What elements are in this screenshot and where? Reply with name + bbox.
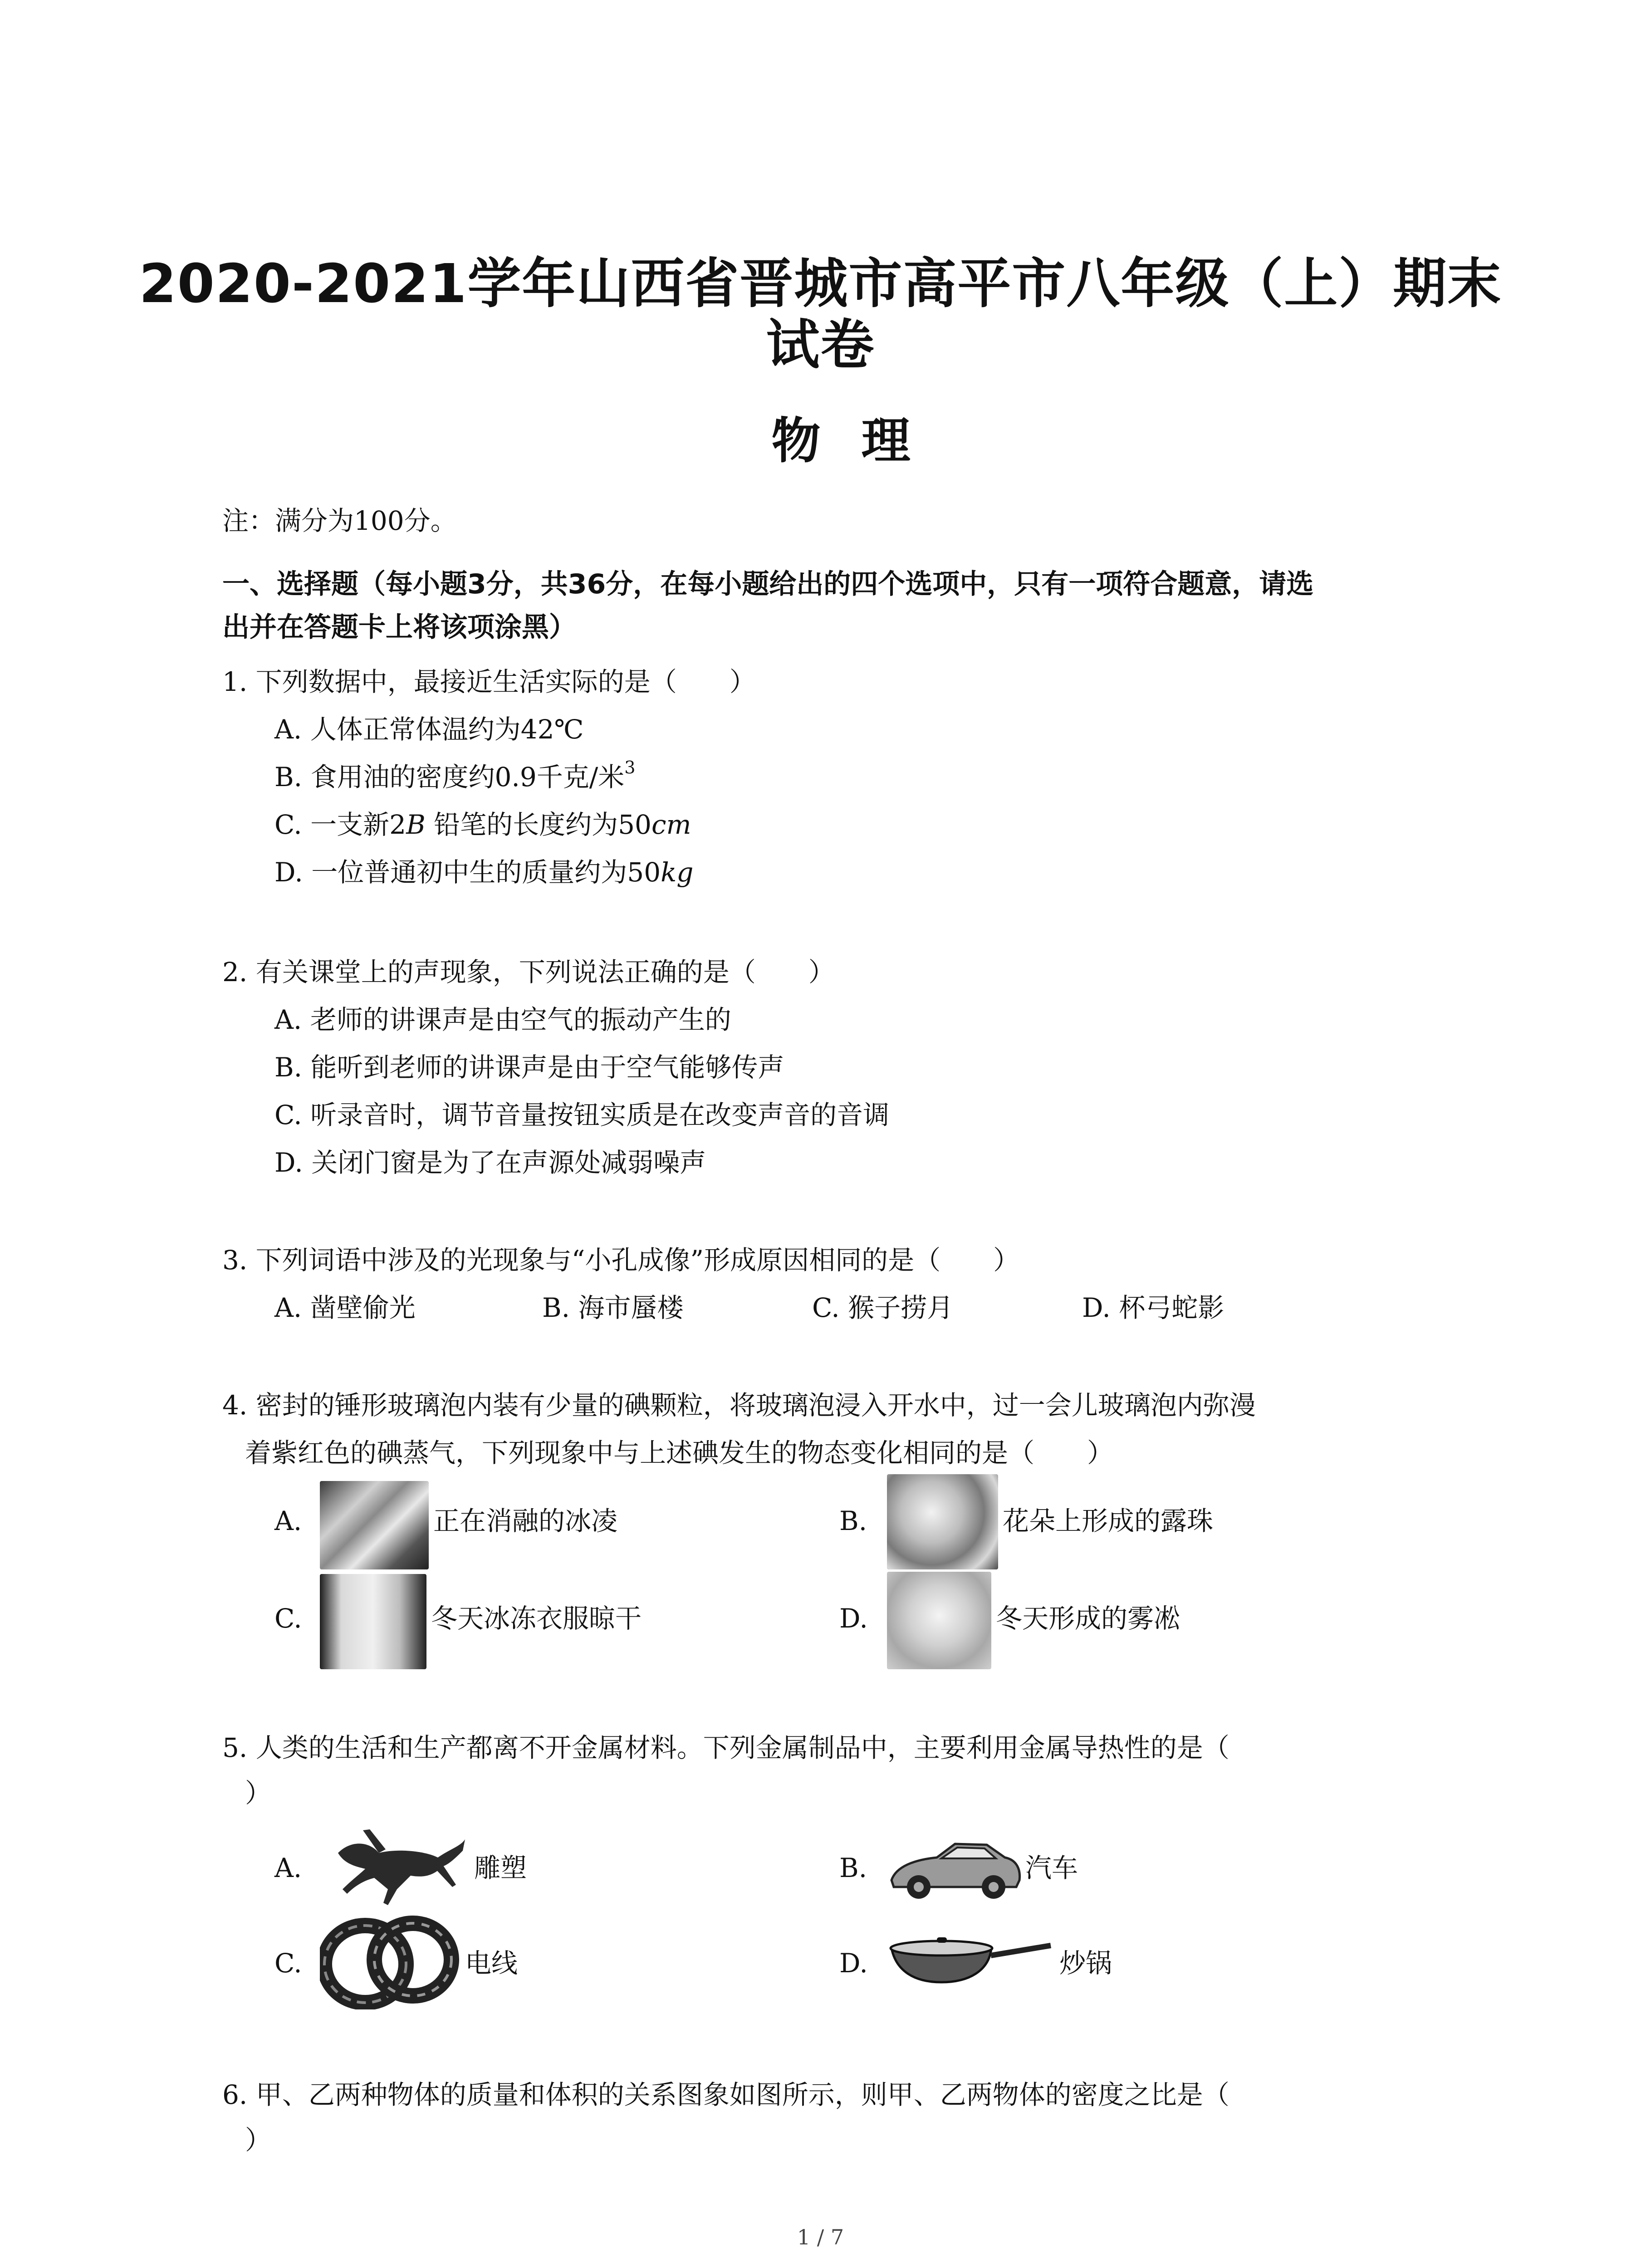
q2-option-c: C. 听录音时，调节音量按钮实质是在改变声音的音调: [274, 1100, 890, 1130]
q5-option-c-label: C.: [274, 1948, 302, 1979]
q4-option-c-label: C.: [274, 1603, 302, 1634]
q1-option-d-italic: kg: [661, 857, 694, 888]
section1-instruction-line2: 出并在答题卡上将该项涂黑）: [222, 611, 576, 643]
q5-option-b-label: B.: [839, 1853, 867, 1883]
q5-stem-line1: 5. 人类的生活和生产都离不开金属材料。下列金属制品中，主要利用金属导热性的是（: [222, 1732, 1230, 1763]
q1-option-c-pre: C. 一支新2: [274, 809, 407, 840]
q1-stem: 1. 下列数据中，最接近生活实际的是（ ）: [222, 666, 756, 697]
q3-option-c: C. 猴子捞月: [812, 1292, 954, 1323]
q4-option-a-label: A.: [274, 1505, 302, 1536]
wire-coil-image: [320, 1914, 460, 2009]
subject-heading: 物理: [771, 413, 951, 469]
q4-option-d-label: D.: [839, 1603, 868, 1634]
frozen-clothes-image: [320, 1574, 426, 1669]
page-number: 1 / 7: [797, 2225, 844, 2249]
q5-option-c-text: 电线: [465, 1948, 518, 1979]
score-note: 注：满分为100分。: [222, 505, 457, 536]
q5-option-b-text: 汽车: [1025, 1853, 1078, 1883]
horse-sculpture-image: [320, 1821, 470, 1907]
q1-option-c-italic2: cm: [651, 809, 691, 840]
q5-option-a-text: 雕塑: [474, 1853, 527, 1883]
q1-option-b: [274, 760, 635, 797]
q5-option-d-text: 炒锅: [1059, 1948, 1112, 1979]
exam-title-line1: 2020-2021学年山西省晋城市高平市八年级（上）期末: [139, 252, 1502, 315]
melting-icicle-image: [320, 1481, 429, 1569]
q3-option-a: A. 凿壁偷光: [274, 1292, 416, 1323]
q1-option-a: A. 人体正常体温约为42℃: [274, 714, 584, 745]
q3-stem: 3. 下列词语中涉及的光现象与“小孔成像”形成原因相同的是（ ）: [222, 1245, 1020, 1276]
q1-option-b-superscript: 3: [624, 758, 636, 777]
q1-option-c-italic1: B: [406, 809, 426, 840]
q4-option-d-text: 冬天形成的雾凇: [996, 1603, 1181, 1634]
section1-instruction-line1: 一、选择题（每小题3分，共36分，在每小题给出的四个选项中，只有一项符合题意，请选: [222, 568, 1314, 600]
q4-stem-line1: 4. 密封的锤形玻璃泡内装有少量的碘颗粒，将玻璃泡浸入开水中，过一会儿玻璃泡内弥漫: [222, 1390, 1256, 1421]
q2-option-d: D. 关闭门窗是为了在声源处减弱噪声: [274, 1147, 706, 1178]
dew-on-flower-image: [887, 1474, 998, 1569]
q1-option-d: [274, 855, 693, 890]
q5-stem-line2: ）: [245, 1778, 272, 1809]
q2-stem: 2. 有关课堂上的声现象，下列说法正确的是（ ）: [222, 957, 835, 987]
q5-option-a-label: A.: [274, 1853, 302, 1883]
q3-option-d: D. 杯弓蛇影: [1082, 1292, 1225, 1323]
rime-frost-image: [887, 1572, 991, 1669]
q4-option-b-label: B.: [839, 1505, 867, 1536]
q2-option-b: B. 能听到老师的讲课声是由于空气能够传声: [274, 1052, 784, 1083]
q6-stem-line2: ）: [245, 2125, 272, 2156]
q1-option-d-pre: D. 一位普通初中生的质量约为50: [274, 857, 661, 888]
q4-option-c-text: 冬天冰冻衣服晾干: [431, 1603, 642, 1634]
q1-option-c: [274, 807, 691, 842]
q6-stem-line1: 6. 甲、乙两种物体的质量和体积的关系图象如图所示，则甲、乙两物体的密度之比是（: [222, 2079, 1230, 2110]
exam-title-line2: 试卷: [766, 313, 875, 376]
q4-option-b-text: 花朵上形成的露珠: [1003, 1505, 1214, 1536]
q4-option-a-text: 正在消融的冰凌: [433, 1505, 618, 1536]
q3-option-b: B. 海市蜃楼: [542, 1292, 684, 1323]
car-image: [887, 1830, 1023, 1905]
wok-image: [887, 1930, 1055, 1989]
q1-option-b-text: B. 食用油的密度约0.9千克/米: [274, 762, 625, 792]
q2-option-a: A. 老师的讲课声是由空气的振动产生的: [274, 1004, 731, 1035]
q1-option-c-mid: 铅笔的长度约为50: [425, 809, 652, 840]
q4-stem-line2: 着紫红色的碘蒸气，下列现象中与上述碘发生的物态变化相同的是（ ）: [245, 1437, 1114, 1468]
q5-option-d-label: D.: [839, 1948, 868, 1979]
